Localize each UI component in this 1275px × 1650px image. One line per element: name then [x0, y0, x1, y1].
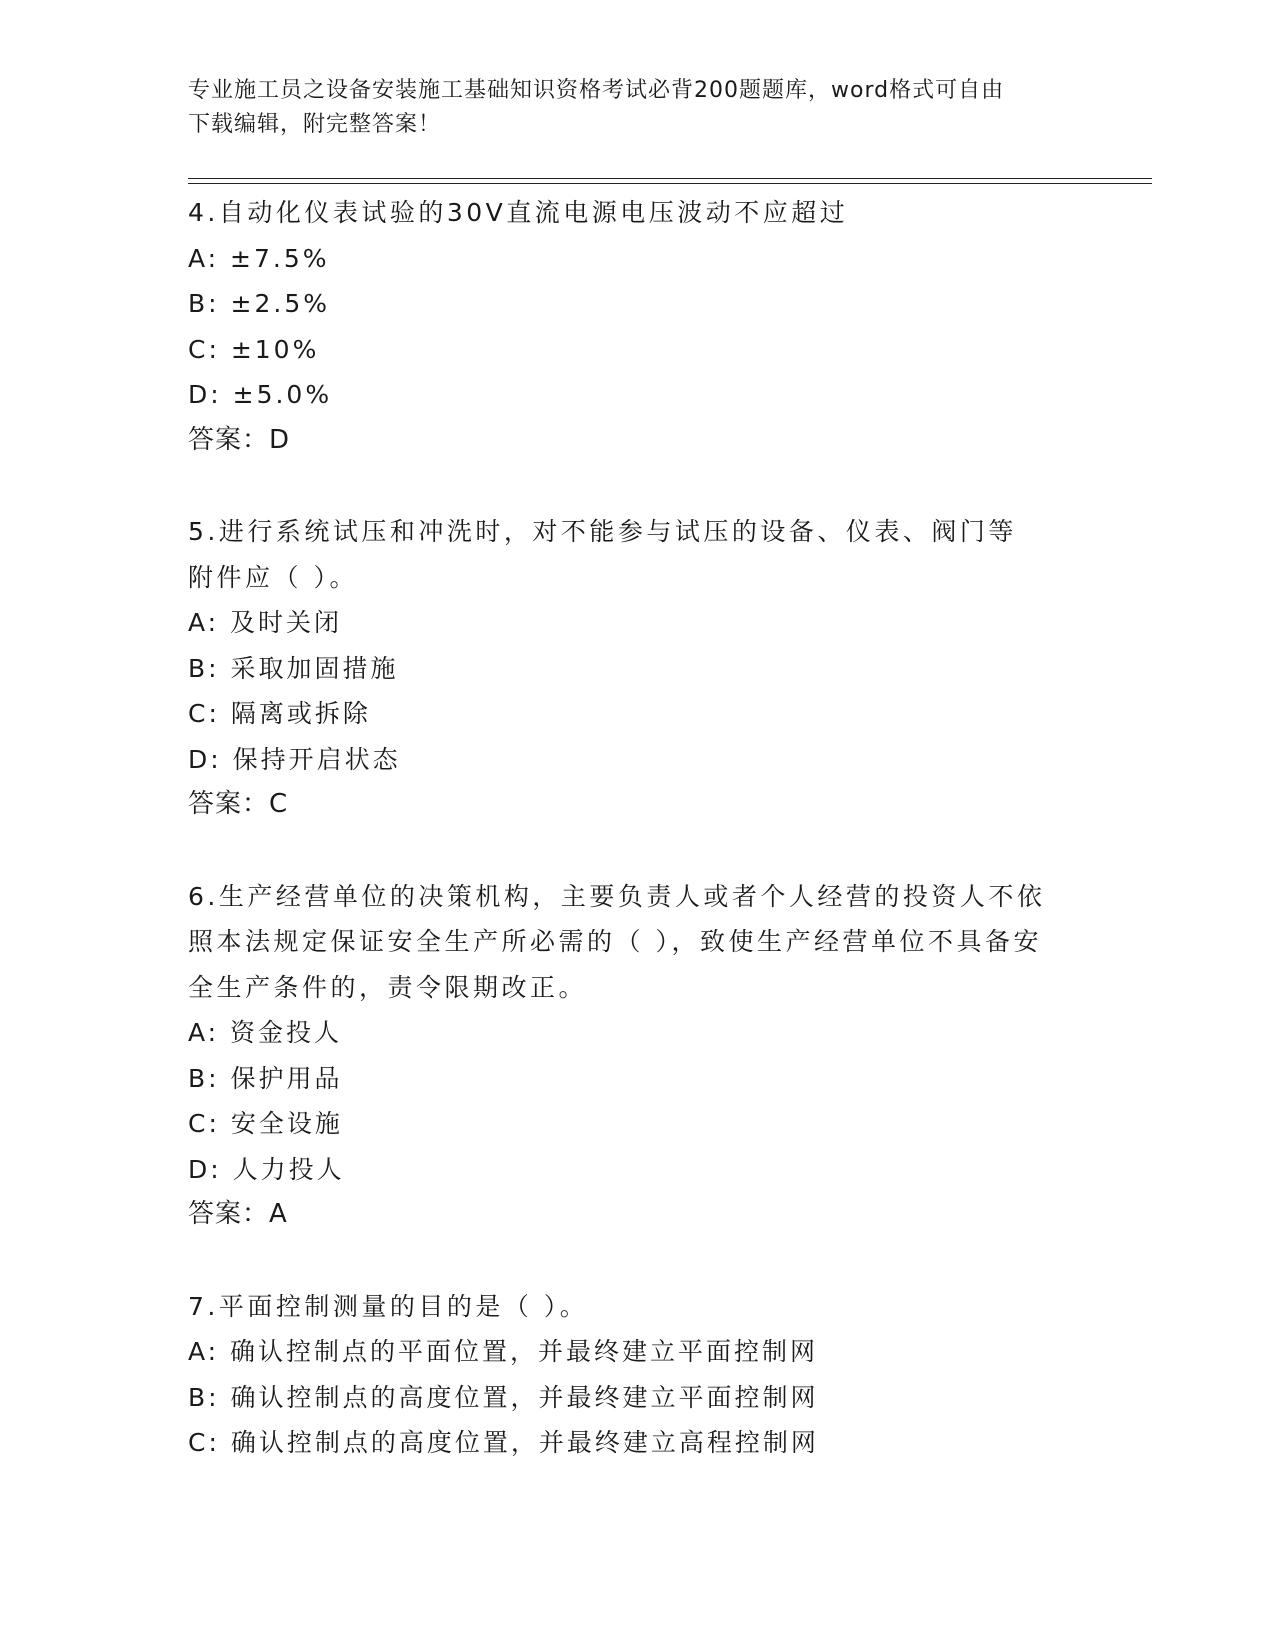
question-6	[188, 874, 1088, 1238]
header-line-1: 专业施工员之设备安装施工基础知识资格考试必背200题题库，word格式可自由	[188, 78, 1005, 103]
option-c: C: ±10%	[188, 334, 320, 364]
document-header	[188, 74, 1088, 142]
question-stem: 7.平面控制测量的目的是（ ）。	[188, 1291, 589, 1321]
question-stem: 5.进行系统试压和冲洗时，对不能参与试压的设备、仪表、阀门等附件应（ ）。	[188, 517, 1017, 592]
option-d: D: 人力投人	[188, 1154, 345, 1184]
option-c: C: 安全设施	[188, 1109, 343, 1138]
option-c: C: 确认控制点的高度位置，并最终建立高程控制网	[188, 1428, 819, 1457]
question-list	[188, 190, 1088, 1512]
option-d: D: ±5.0%	[188, 380, 333, 409]
option-b: B: ±2.5%	[188, 289, 330, 318]
question-stem: 6.生产经营单位的决策机构，主要负责人或者个人经营的投资人不依照本法规定保证安全生产所必需的（ ），致使生产经营单位不具备安全生产条件的，责令限期改正。	[188, 881, 1046, 1002]
answer: 答案：C	[188, 789, 289, 819]
header-rule-bottom	[188, 183, 1152, 184]
option-a: A: 资金投人	[188, 1018, 343, 1047]
answer: 答案：A	[188, 1199, 288, 1229]
option-b: B: 确认控制点的高度位置，并最终建立平面控制网	[188, 1382, 819, 1412]
question-stem: 4.自动化仪表试验的30V直流电源电压波动不应超过	[188, 198, 849, 227]
option-a: A: 及时关闭	[188, 608, 343, 637]
question-4	[188, 190, 1088, 463]
option-a: A: ±7.5%	[188, 243, 330, 273]
option-d: D: 保持开启状态	[188, 744, 401, 774]
header-rule-top	[188, 178, 1152, 179]
question-5	[188, 509, 1088, 828]
header-line-2: 下载编辑，附完整答案！	[188, 112, 442, 137]
option-b: B: 采取加固措施	[188, 653, 399, 683]
option-a: A: 确认控制点的平面位置，并最终建立平面控制网	[188, 1337, 819, 1366]
question-7	[188, 1284, 1088, 1466]
option-c: C: 隔离或拆除	[188, 699, 371, 728]
answer: 答案：D	[188, 424, 291, 455]
option-b: B: 保护用品	[188, 1063, 343, 1093]
